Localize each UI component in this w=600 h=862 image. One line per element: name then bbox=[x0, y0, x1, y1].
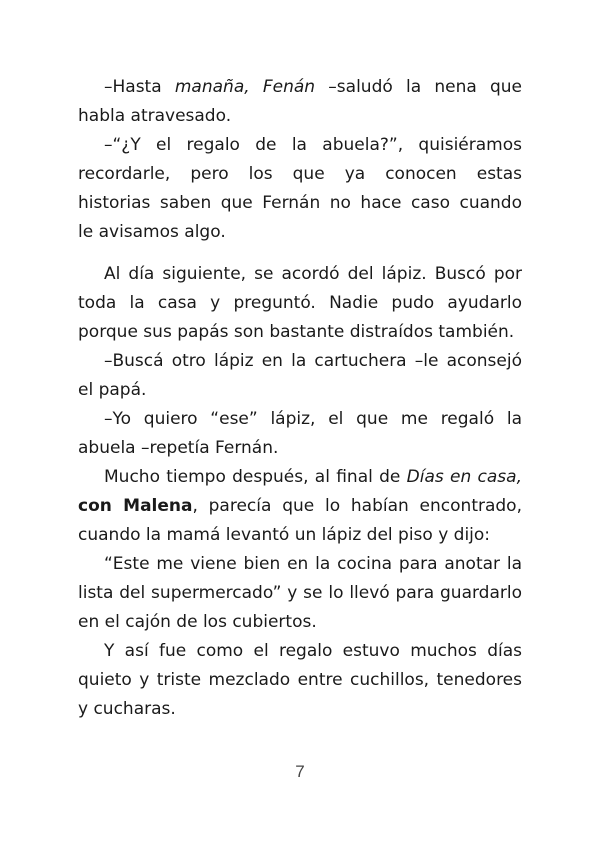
text-span: “Este me viene bien en la cocina para anotar la bbox=[104, 554, 522, 574]
text-line bbox=[78, 105, 522, 127]
text-line bbox=[78, 669, 522, 691]
text-span: le avisamos algo. bbox=[78, 222, 226, 242]
text-span: –“¿Y el regalo de la abuela?”, quisiéramos bbox=[104, 135, 522, 155]
text-span: habla atravesado. bbox=[78, 106, 232, 126]
text-line bbox=[78, 611, 522, 633]
text-span: abuela –repetía Fernán. bbox=[78, 438, 279, 458]
text-line bbox=[78, 192, 522, 214]
text-span: con Malena bbox=[78, 496, 193, 516]
text-span: Mucho tiempo después, al final de bbox=[104, 467, 407, 487]
text-span: –Buscá otro lápiz en la cartuchera –le aconsejó bbox=[104, 351, 522, 371]
text-span: , parecía que lo habían encontrado, bbox=[192, 496, 522, 516]
text-line bbox=[104, 350, 522, 372]
text-span: el papá. bbox=[78, 380, 147, 400]
text-span: lista del supermercado” y se lo llevó para guardarlo bbox=[78, 583, 522, 603]
text-span: y cucharas. bbox=[78, 699, 176, 719]
text-span: en el cajón de los cubiertos. bbox=[78, 612, 317, 632]
text-span: toda la casa y preguntó. Nadie pudo ayudarlo bbox=[78, 293, 522, 313]
text-span: –Hasta bbox=[104, 77, 175, 97]
text-line bbox=[78, 221, 522, 243]
text-span: porque sus papás son bastante distraídos también. bbox=[78, 322, 515, 342]
text-line bbox=[104, 466, 522, 488]
text-span: historias saben que Fernán no hace caso cuando bbox=[78, 193, 522, 213]
page-number: 7 bbox=[295, 762, 305, 781]
text-span: Al día siguiente, se acordó del lápiz. Buscó por bbox=[104, 264, 522, 284]
text-line bbox=[104, 640, 522, 662]
text-line bbox=[104, 134, 522, 156]
text-span: recordarle, pero los que ya conocen estas bbox=[78, 164, 522, 184]
text-span: Días en casa, bbox=[406, 467, 522, 487]
text-line bbox=[78, 495, 522, 517]
text-line bbox=[104, 263, 522, 285]
text-line bbox=[78, 582, 522, 604]
text-span: Y así fue como el regalo estuvo muchos días bbox=[104, 641, 522, 661]
text-line bbox=[78, 379, 522, 401]
text-line bbox=[78, 524, 522, 546]
text-span: manaña, Fenán bbox=[174, 77, 316, 97]
text-line bbox=[78, 698, 522, 720]
text-span: –Yo quiero “ese” lápiz, el que me regaló la bbox=[104, 409, 522, 429]
text-line bbox=[78, 321, 522, 343]
text-line bbox=[78, 292, 522, 314]
text-span: cuando la mamá levantó un lápiz del piso y dijo: bbox=[78, 525, 491, 545]
text-span: –saludó la nena que bbox=[315, 77, 523, 97]
text-line bbox=[104, 553, 522, 575]
text-line bbox=[104, 408, 522, 430]
text-line bbox=[78, 163, 522, 185]
text-span: quieto y triste mezclado entre cuchillos, tenedores bbox=[78, 670, 522, 690]
text-line bbox=[104, 76, 522, 98]
text-line bbox=[78, 437, 522, 459]
